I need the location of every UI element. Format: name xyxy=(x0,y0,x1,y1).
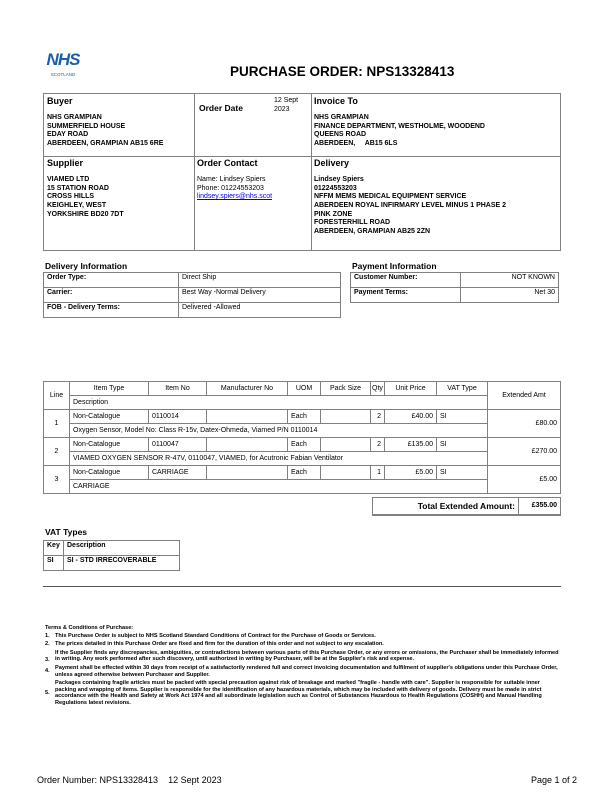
table-row: Payment Terms: Net 30 xyxy=(351,288,559,303)
table-row: 3 Non-Catalogue CARRIAGE Each 1 £5.00 SI £5.00 xyxy=(44,466,561,480)
terms-item: 3. If the Supplier finds any discrepancies, ambiguities, or contradictions between various parts of this Purchase Order, or any errors or omissions, the Purchaser shall be immediately informed in writing. Any work performed after such discovery, until authorized in writing by Purchaser, will be at the Supplier's risk and expense. xyxy=(45,649,559,663)
footer-order-number: Order Number: NPS13328413 12 Sept 2023 xyxy=(37,775,222,785)
nhs-logo: NHS SCOTLAND xyxy=(46,50,80,77)
terms-item: 4. Payment shall be effected within 30 days from receipt of a satisfactorily rendered full and correct invoicing documentation and fulfilment of supplier's obligations under this Purchase Order, unless agreed otherwise between Purchaser and Supplier. xyxy=(45,664,558,678)
page-title: PURCHASE ORDER: NPS13328413 xyxy=(230,64,455,79)
order-date-value: 12 Sept 2023 xyxy=(274,97,299,113)
supplier-section: Supplier VIAMED LTD 15 STATION ROAD CROSS HILLS KEIGHLEY, WEST YORKSHIRE BD20 7DT xyxy=(47,158,124,218)
delivery-section: Delivery Lindsey Spiers 01224553203 NFFM MEMS MEDICAL EQUIPMENT SERVICE ABERDEEN ROYAL INFIRMARY LEVEL MINUS 1 PHASE 2 PINK ZONE FORESTERHILL ROAD ABERDEEN, GRAMPIAN AB25 2ZN xyxy=(314,158,507,235)
table-row: 1 Non-Catalogue 0110014 Each 2 £40.00 SI £80.00 xyxy=(44,410,561,424)
table-row: Order Type: Direct Ship xyxy=(44,273,341,288)
buyer-section: Buyer NHS GRAMPIAN SUMMERFIELD HOUSE EDAY ROAD ABERDEEN, GRAMPIAN AB15 6RE xyxy=(47,96,164,147)
payment-info-heading: Payment Information xyxy=(352,261,437,271)
terms-item: 5. Packages containing fragile articles must be packed with special precaution against risk of breakage and marked "fragile - handle with care". Supplier is responsible for suitable inner packing and wrapping of items. Supplier is responsible for the identification of any hazardous materials, which may be included with delivery of goods. Delivery must be made in strict accordance with the Health and Safety at Work Act 1974 and all subordinate legislation such as Control of Substances Hazardous to Health Regulations (COSHH) and Manual Handling Regulations latest revisions. xyxy=(45,680,542,706)
vat-types-heading: VAT Types xyxy=(45,527,88,537)
contact-email-link[interactable]: lindsey.spiers@nhs.scot xyxy=(197,193,273,201)
table-row: 2 Non-Catalogue 0110047 Each 2 £135.00 SI £270.00 xyxy=(44,438,561,452)
table-row: SI SI - STD IRRECOVERABLE xyxy=(44,556,180,571)
footer-page-number: Page 1 of 2 xyxy=(530,775,577,785)
table-row: Carrier: Best Way -Normal Delivery xyxy=(44,288,341,303)
vat-types-table: Key Description SI SI - STD IRRECOVERABLE xyxy=(43,540,180,571)
table-row: Customer Number: NOT KNOWN xyxy=(351,273,559,288)
terms-item: 2. The prices detailed in this Purchase Order are fixed and firm for the duration of this order and not subject to any escalation. xyxy=(45,641,384,648)
payment-info-table xyxy=(350,272,559,303)
total-box: Total Extended Amount: £355.00 xyxy=(372,497,561,516)
divider xyxy=(43,586,561,587)
delivery-info-heading: Delivery Information xyxy=(45,261,128,271)
address-grid xyxy=(43,93,561,251)
table-row: FOB - Delivery Terms: Delivered -Allowed xyxy=(44,303,341,318)
order-contact-section: Order Contact Name: Lindsey Spiers Phone: 01224553203 lindsey.spiers@nhs.scot xyxy=(197,158,273,201)
terms-item: 1. This Purchase Order is subject to NHS Scotland Standard Conditions of Contract for the Purchase of Goods or Services. xyxy=(45,632,376,639)
order-date-label: Order Date xyxy=(199,103,243,113)
invoice-to-section: Invoice To NHS GRAMPIAN FINANCE DEPARTMENT, WESTHOLME, WOODEND QUEENS ROAD ABERDEEN, AB15 6LS xyxy=(314,96,485,147)
delivery-info-table xyxy=(43,272,341,318)
terms-section: Terms & Conditions of Purchase: 1. This Purchase Order is subject to NHS Scotland Standard Conditions of Contract for the Purchase of Goods or Services. 2. The prices detailed in this Purchase Order are fixed and firm for the duration of this order and not subject to any escalation. 3. If the Supplier finds any discrepancies, ambiguities, or contradictions between various parts of this Purchase Order, or any errors or omissions, the Purchaser shall be immediately informed in writing. Any work performed after such discovery, until authorized in writing by Purchaser, will be at the Supplier's risk and expense. 4. Payment shall be effected within 30 days from receipt of a satisfactorily rendered full and correct invoicing documentation and fulfilment of supplier's obligations under this Purchase Order, unless agreed otherwise between Purchaser and Supplier. 5. Packages containing fragile articles must be packed with special precaution against risk of breakage and marked "fragile - handle with care". Supplier is responsible for suitable inner packing and wrapping of items. Supplier is responsible for the identification of any hazardous materials, which may be included with delivery of goods. Delivery must be made in strict accordance with the Health and Safety at Work Act 1974 and all subordinate legislation such as Control of Substances Hazardous to Health Regulations (COSHH) and Manual Handling Regulations latest revisions. xyxy=(45,625,561,707)
items-header-row: Line Item Type Item No Manufacturer No UOM Pack Size Qty Unit Price VAT Type Extended Amt xyxy=(44,382,561,396)
items-table: Line Item Type Item No Manufacturer No UOM Pack Size Qty Unit Price VAT Type Extended Amt Description 1 Non-Catalogue 0110014 Each 2 £40.00 SI £80.00 Oxygen Sensor, Model No: Class R-15v, Datex-Ohmeda, Viamed P/N 0110014 2 Non-Catalogue 0110047 Each 2 £135.00 SI £270.00 VIAMED OXYGEN SENSOR R-47V, 0110047, VIAMED, for Acutronic Fabian Ventilator 3 Non-Catalogue CARRIAGE Each 1 £5.00 SI £5.00 CARRIAGE xyxy=(43,381,561,494)
